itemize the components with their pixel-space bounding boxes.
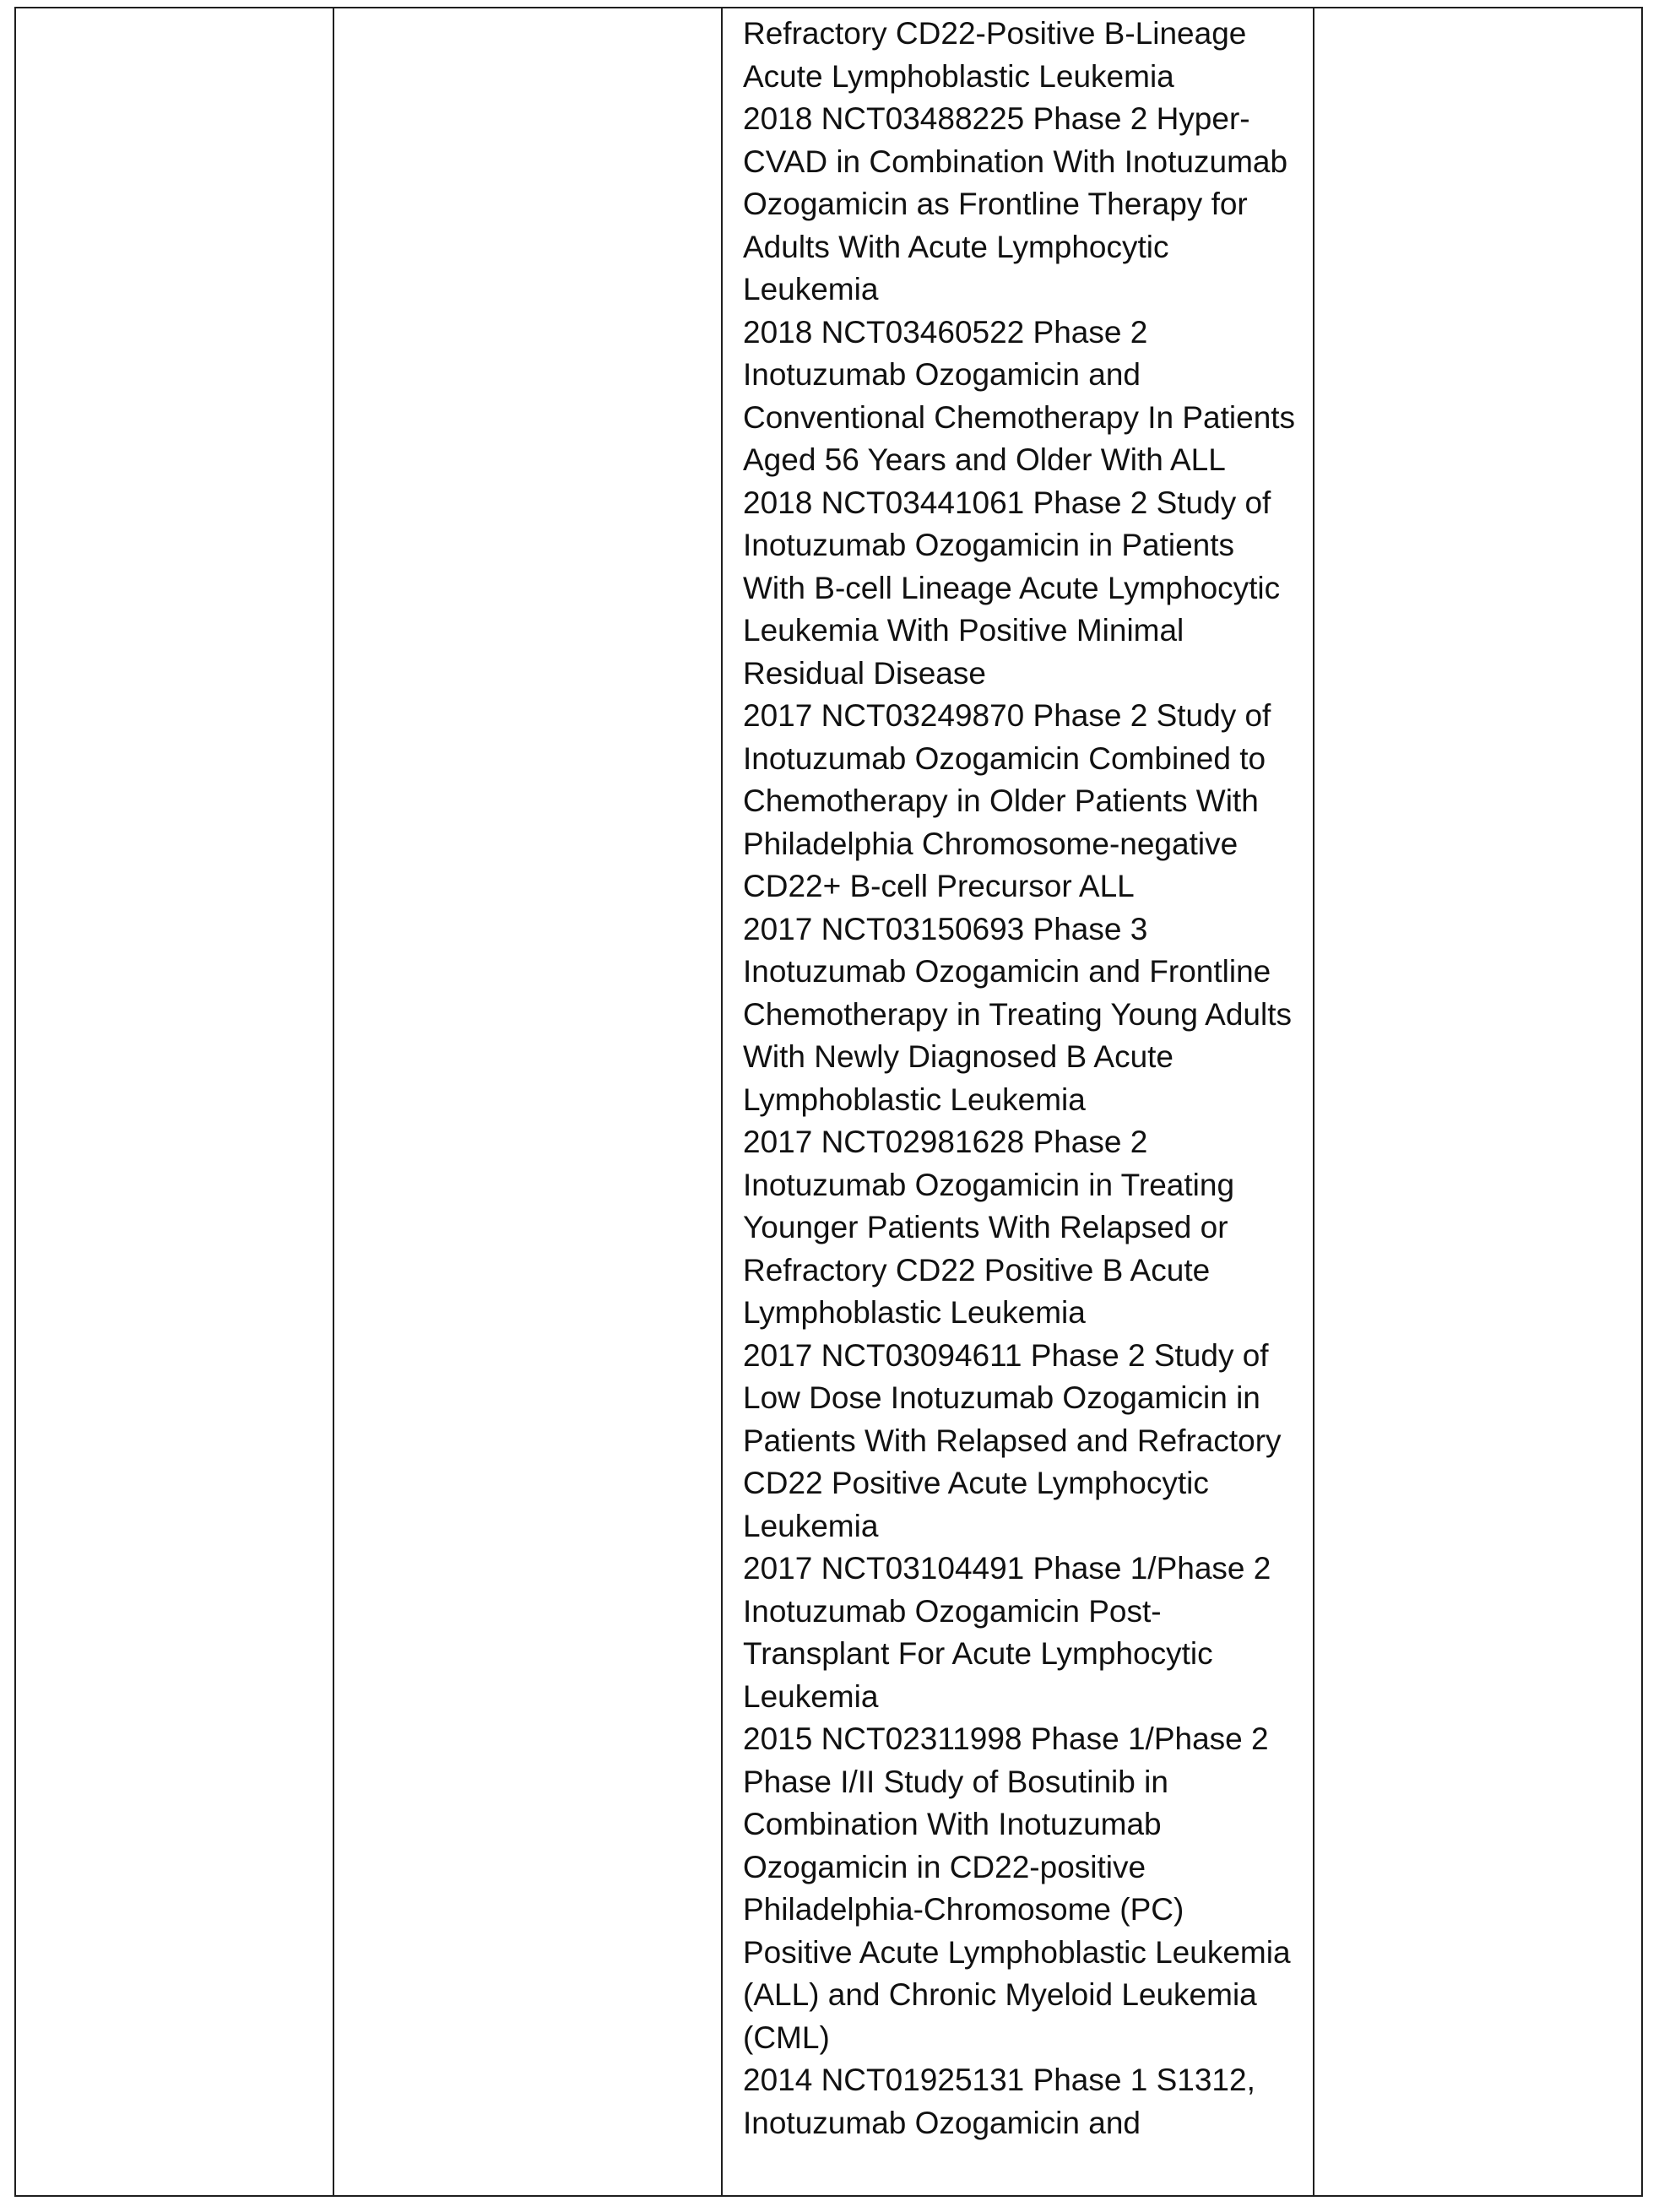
trial-entry: 2017 NCT02981628 Phase 2 Inotuzumab Ozogamicin in Treating Younger Patients With Relapsed or Refractory CD22 Positive B Acute Lymphoblastic Leukemia: [743, 1125, 1235, 1330]
table-cell-empty-1: [16, 8, 333, 2195]
trial-entry: 2018 NCT03488225 Phase 2 Hyper-CVAD in Combination With Inotuzumab Ozogamicin as Frontline Therapy for Adults With Acute Lymphocytic Leukemia: [743, 101, 1288, 306]
trial-entry-continued: Refractory CD22-Positive B-Lineage Acute Lymphoblastic Leukemia: [743, 16, 1247, 94]
clinical-trials-table: [14, 7, 1643, 2197]
trial-entry: 2017 NCT03249870 Phase 2 Study of Inotuzumab Ozogamicin Combined to Chemotherapy in Older Patients With Philadelphia Chromosome-negative CD22+ B-cell Precursor ALL: [743, 698, 1271, 903]
table-cell-trials: [721, 8, 1313, 2195]
table-cell-empty-3: [1313, 8, 1641, 2195]
trial-entry: 2014 NCT01925131 Phase 1 S1312, Inotuzumab Ozogamicin and: [743, 2063, 1255, 2140]
trial-entry: 2017 NCT03150693 Phase 3 Inotuzumab Ozogamicin and Frontline Chemotherapy in Treating Young Adults With Newly Diagnosed B Acute Lymphoblastic Leukemia: [743, 911, 1293, 1117]
table-cell-empty-2: [333, 8, 721, 2195]
trial-entry: 2018 NCT03460522 Phase 2 Inotuzumab Ozogamicin and Conventional Chemotherapy In Patients Aged 56 Years and Older With ALL: [743, 314, 1296, 477]
trial-entry: 2017 NCT03094611 Phase 2 Study of Low Dose Inotuzumab Ozogamicin in Patients With Relapsed and Refractory CD22 Positive Acute Lymphocytic Leukemia: [743, 1337, 1282, 1543]
trial-entry: 2015 NCT02311998 Phase 1/Phase 2 Phase I/II Study of Bosutinib in Combination With Inotuzumab Ozogamicin in CD22-positive Philadelphia-Chromosome (PC) Positive Acute Lymphoblastic Leukemia (ALL) and Chronic Myeloid Leukemia (CML): [743, 1721, 1291, 2055]
trial-entry: 2017 NCT03104491 Phase 1/Phase 2 Inotuzumab Ozogamicin Post-Transplant For Acute Lymphocytic Leukemia: [743, 1551, 1271, 1714]
trial-entry: 2018 NCT03441061 Phase 2 Study of Inotuzumab Ozogamicin in Patients With B-cell Lineage Acute Lymphocytic Leukemia With Positive Minimal Residual Disease: [743, 485, 1281, 691]
trial-entries-list: [743, 98, 1301, 2144]
